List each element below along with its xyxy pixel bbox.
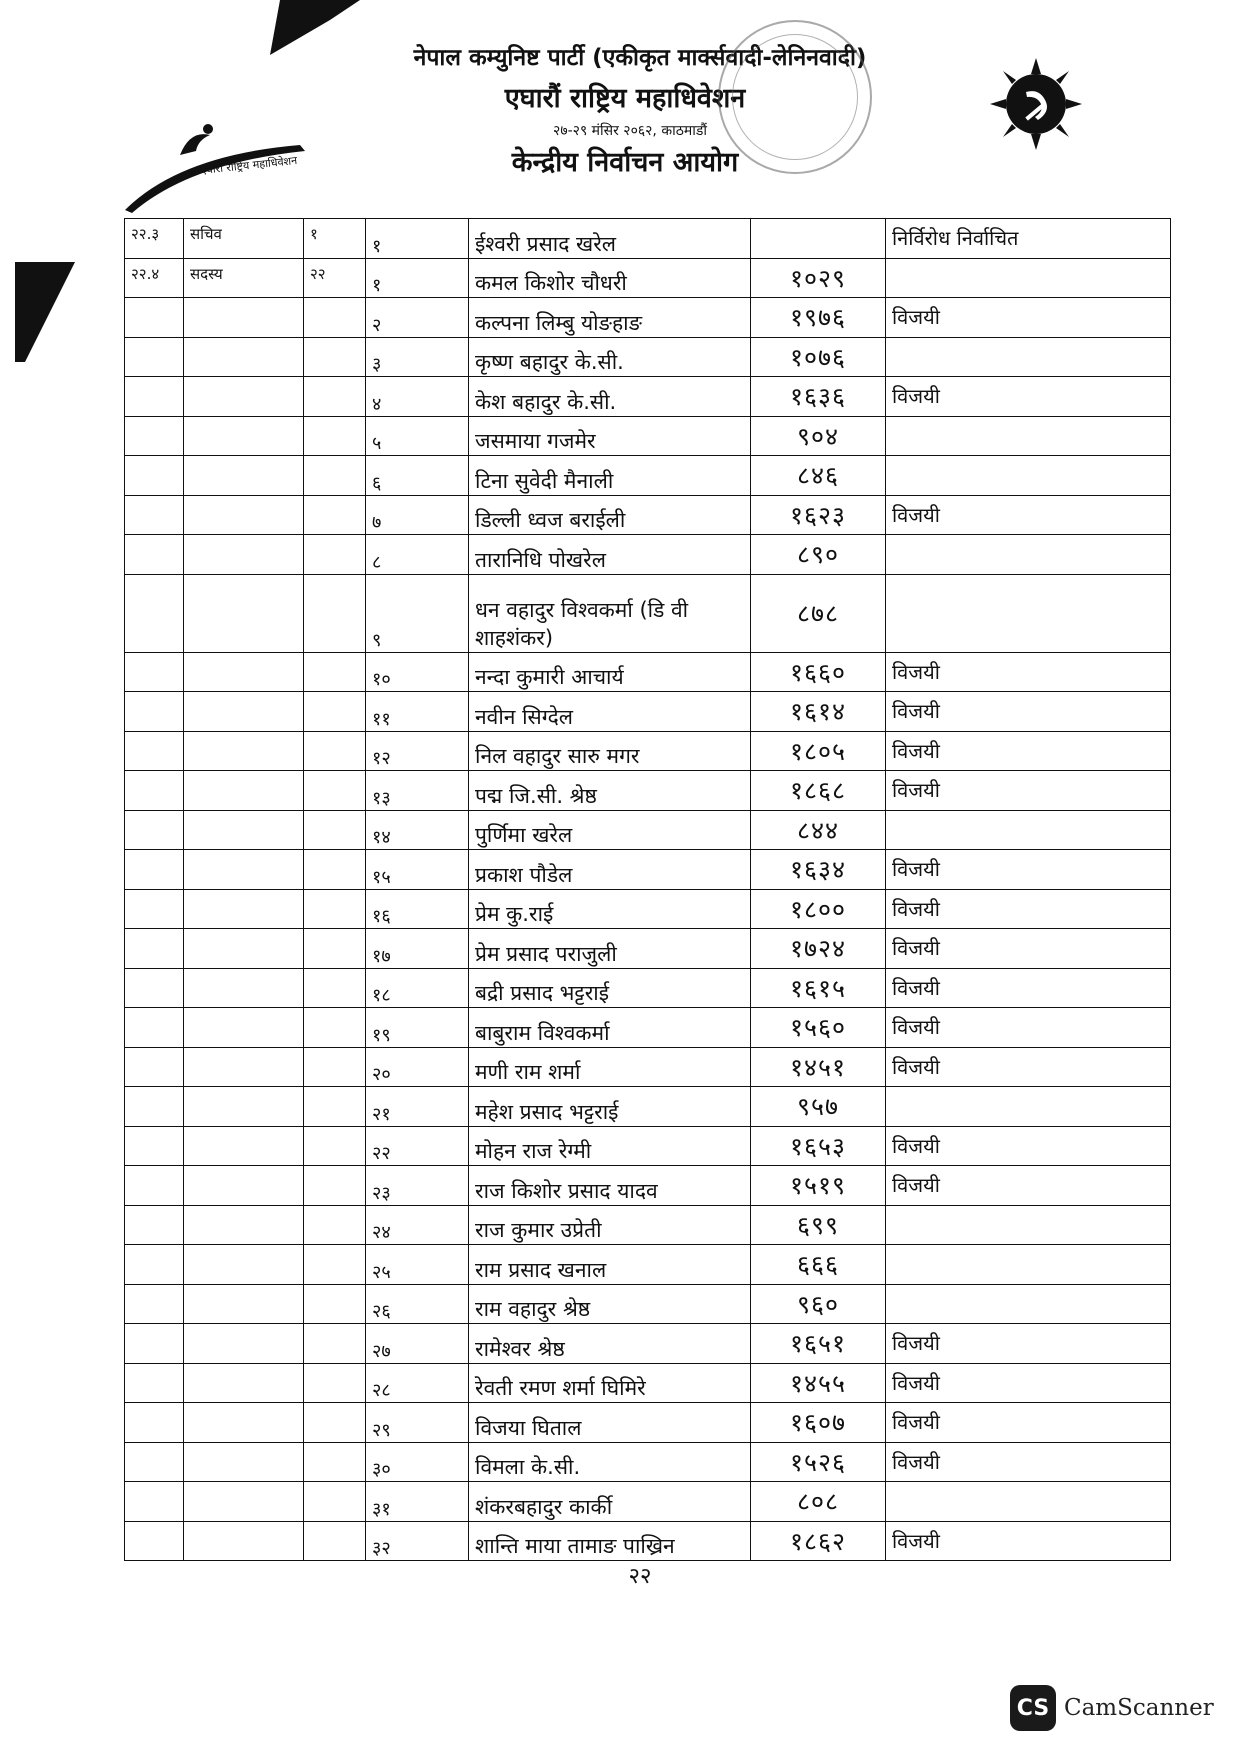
post-name [184, 1245, 304, 1285]
table-row [125, 1008, 1171, 1048]
vote-count: १८०५ [751, 731, 886, 771]
post-name [184, 1126, 304, 1166]
row-code [125, 535, 184, 575]
seat-count [304, 929, 366, 969]
seat-count [304, 850, 366, 890]
candidate-name: राज कुमार उप्रेती [469, 1205, 751, 1245]
row-code [125, 810, 184, 850]
row-code [125, 968, 184, 1008]
official-stamp [718, 20, 872, 174]
result-status: विजयी [886, 968, 1171, 1008]
result-status [886, 535, 1171, 575]
candidate-name: कमल किशोर चौधरी [469, 258, 751, 298]
table-row [125, 1245, 1171, 1285]
row-code [125, 416, 184, 456]
result-status [886, 1482, 1171, 1522]
candidate-name: राम वहादुर श्रेष्ठ [469, 1284, 751, 1324]
row-code [125, 574, 184, 652]
table-row [125, 1482, 1171, 1522]
serial-number: १९ [366, 1008, 469, 1048]
table-row [125, 535, 1171, 575]
candidate-name: बाबुराम विश्वकर्मा [469, 1008, 751, 1048]
table-row [125, 1521, 1171, 1561]
vote-count: ८०८ [751, 1482, 886, 1522]
row-code [125, 1403, 184, 1443]
table-row [125, 850, 1171, 890]
row-code [125, 1324, 184, 1364]
candidate-name: नवीन सिग्देल [469, 692, 751, 732]
election-results-table [124, 218, 1171, 1561]
page-number: २२ [628, 1564, 652, 1589]
post-name [184, 1403, 304, 1443]
vote-count: ८७८ [751, 574, 886, 652]
candidate-name: निल वहादुर सारु मगर [469, 731, 751, 771]
seat-count [304, 495, 366, 535]
post-name [184, 1363, 304, 1403]
result-status: विजयी [886, 652, 1171, 692]
vote-count: ६९९ [751, 1205, 886, 1245]
table-row [125, 1087, 1171, 1127]
serial-number: २५ [366, 1245, 469, 1285]
result-status [886, 1245, 1171, 1285]
row-code: २२.३ [125, 219, 184, 259]
row-code [125, 1087, 184, 1127]
table-row [125, 1403, 1171, 1443]
post-name [184, 574, 304, 652]
camscanner-watermark [1010, 1685, 1214, 1731]
serial-number: ९ [366, 574, 469, 652]
result-status: विजयी [886, 1403, 1171, 1443]
result-status: विजयी [886, 1363, 1171, 1403]
table-row [125, 692, 1171, 732]
vote-count: ६६६ [751, 1245, 886, 1285]
row-code [125, 456, 184, 496]
post-name [184, 1284, 304, 1324]
serial-number: १२ [366, 731, 469, 771]
table-row [125, 1205, 1171, 1245]
serial-number: २४ [366, 1205, 469, 1245]
candidate-name: ईश्वरी प्रसाद खरेल [469, 219, 751, 259]
seat-count [304, 1087, 366, 1127]
candidate-name: कल्पना लिम्बु योङहाङ [469, 298, 751, 338]
candidate-name: जसमाया गजमेर [469, 416, 751, 456]
candidate-name: रामेश्वर श्रेष्ठ [469, 1324, 751, 1364]
serial-number: १ [366, 258, 469, 298]
post-name [184, 416, 304, 456]
post-name [184, 1166, 304, 1206]
post-name [184, 1008, 304, 1048]
candidate-name: पुर्णिमा खरेल [469, 810, 751, 850]
seat-count: १ [304, 219, 366, 259]
seat-count [304, 1205, 366, 1245]
table-row [125, 1284, 1171, 1324]
seat-count [304, 652, 366, 692]
candidate-name: विमला के.सी. [469, 1442, 751, 1482]
commission-title: केन्द्रीय निर्वाचन आयोग [511, 147, 739, 178]
seat-count [304, 1284, 366, 1324]
seat-count [304, 1482, 366, 1522]
serial-number: १४ [366, 810, 469, 850]
row-code [125, 337, 184, 377]
post-name [184, 456, 304, 496]
candidate-name: रेवती रमण शर्मा घिमिरे [469, 1363, 751, 1403]
party-emblem-icon [990, 58, 1082, 150]
seat-count: २२ [304, 258, 366, 298]
serial-number: १० [366, 652, 469, 692]
row-code [125, 771, 184, 811]
table-row [125, 219, 1171, 259]
candidate-name: मोहन राज रेग्मी [469, 1126, 751, 1166]
table-row [125, 929, 1171, 969]
serial-number: २१ [366, 1087, 469, 1127]
result-status [886, 337, 1171, 377]
result-status: विजयी [886, 298, 1171, 338]
post-name [184, 1087, 304, 1127]
result-status: निर्विरोध निर्वाचित [886, 219, 1171, 259]
seat-count [304, 298, 366, 338]
post-name: सदस्य [184, 258, 304, 298]
result-status: विजयी [886, 731, 1171, 771]
result-status: विजयी [886, 850, 1171, 890]
candidate-name: पद्म जि.सी. श्रेष्ठ [469, 771, 751, 811]
row-code [125, 692, 184, 732]
serial-number: ७ [366, 495, 469, 535]
table-row [125, 456, 1171, 496]
row-code [125, 1482, 184, 1522]
table-row [125, 298, 1171, 338]
candidate-name: केश बहादुर के.सी. [469, 377, 751, 417]
camscanner-text: CamScanner [1064, 1695, 1214, 1721]
row-code [125, 1442, 184, 1482]
vote-count: १५६० [751, 1008, 886, 1048]
result-status: विजयी [886, 495, 1171, 535]
vote-count: १६१४ [751, 692, 886, 732]
post-name [184, 889, 304, 929]
vote-count: १६५३ [751, 1126, 886, 1166]
vote-count: १६३६ [751, 377, 886, 417]
post-name [184, 535, 304, 575]
table-row [125, 1442, 1171, 1482]
row-code [125, 1126, 184, 1166]
post-name [184, 810, 304, 850]
post-name [184, 1521, 304, 1561]
seat-count [304, 1521, 366, 1561]
serial-number: ६ [366, 456, 469, 496]
table-row [125, 1126, 1171, 1166]
post-name [184, 771, 304, 811]
seat-count [304, 1008, 366, 1048]
result-status: विजयी [886, 1324, 1171, 1364]
table-row [125, 1166, 1171, 1206]
serial-number: २६ [366, 1284, 469, 1324]
scan-edge-mark [15, 262, 75, 362]
row-code [125, 1047, 184, 1087]
seat-count [304, 810, 366, 850]
seat-count [304, 1403, 366, 1443]
vote-count: १५१९ [751, 1166, 886, 1206]
logo-caption: एघारौं राष्ट्रिय महाधिवेशन [199, 153, 298, 178]
post-name [184, 1324, 304, 1364]
candidate-name: राम प्रसाद खनाल [469, 1245, 751, 1285]
row-code [125, 1205, 184, 1245]
candidate-name: प्रकाश पौडेल [469, 850, 751, 890]
post-name [184, 850, 304, 890]
seat-count [304, 692, 366, 732]
serial-number: १ [366, 219, 469, 259]
seat-count [304, 1442, 366, 1482]
convention-title: एघारौं राष्ट्रिय महाधिवेशन [504, 83, 746, 114]
vote-count: १५२६ [751, 1442, 886, 1482]
vote-count: ९५७ [751, 1087, 886, 1127]
result-status: विजयी [886, 1047, 1171, 1087]
row-code [125, 495, 184, 535]
post-name [184, 652, 304, 692]
row-code [125, 850, 184, 890]
table-row [125, 810, 1171, 850]
row-code [125, 731, 184, 771]
post-name [184, 337, 304, 377]
post-name [184, 377, 304, 417]
post-name [184, 968, 304, 1008]
vote-count: ८४४ [751, 810, 886, 850]
vote-count: १६३४ [751, 850, 886, 890]
seat-count [304, 889, 366, 929]
seat-count [304, 1166, 366, 1206]
serial-number: १७ [366, 929, 469, 969]
candidate-name: राज किशोर प्रसाद यादव [469, 1166, 751, 1206]
row-code [125, 1363, 184, 1403]
vote-count: १४५५ [751, 1363, 886, 1403]
seat-count [304, 968, 366, 1008]
row-code [125, 1521, 184, 1561]
seat-count [304, 456, 366, 496]
result-status [886, 1087, 1171, 1127]
date-place: २७-२९ मंसिर २०६२, काठमाडौं [553, 123, 707, 139]
candidate-name: तारानिधि पोखरेल [469, 535, 751, 575]
serial-number: ४ [366, 377, 469, 417]
result-status: विजयी [886, 1521, 1171, 1561]
seat-count [304, 1363, 366, 1403]
serial-number: २८ [366, 1363, 469, 1403]
row-code [125, 1008, 184, 1048]
post-name [184, 731, 304, 771]
seat-count [304, 1047, 366, 1087]
row-code [125, 1245, 184, 1285]
vote-count [751, 219, 886, 259]
result-status [886, 1205, 1171, 1245]
candidate-name: प्रेम प्रसाद पराजुली [469, 929, 751, 969]
serial-number: २३ [366, 1166, 469, 1206]
serial-number: ३१ [366, 1482, 469, 1522]
post-name [184, 1047, 304, 1087]
serial-number: १८ [366, 968, 469, 1008]
result-status [886, 416, 1171, 456]
serial-number: २ [366, 298, 469, 338]
candidate-name: शान्ति माया तामाङ पाख्रिन [469, 1521, 751, 1561]
table-row [125, 731, 1171, 771]
seat-count [304, 731, 366, 771]
candidate-name: महेश प्रसाद भट्टराई [469, 1087, 751, 1127]
vote-count: १६०७ [751, 1403, 886, 1443]
seat-count [304, 771, 366, 811]
seat-count [304, 535, 366, 575]
result-status: विजयी [886, 1126, 1171, 1166]
serial-number: ३२ [366, 1521, 469, 1561]
seat-count [304, 377, 366, 417]
post-name [184, 298, 304, 338]
result-status [886, 810, 1171, 850]
candidate-name: शंकरबहादुर कार्की [469, 1482, 751, 1522]
vote-count: १८६८ [751, 771, 886, 811]
table-row [125, 1363, 1171, 1403]
vote-count: १०७६ [751, 337, 886, 377]
result-status: विजयी [886, 692, 1171, 732]
table-row [125, 652, 1171, 692]
row-code [125, 652, 184, 692]
candidate-name: डिल्ली ध्वज बराईली [469, 495, 751, 535]
table-row [125, 1324, 1171, 1364]
row-code [125, 377, 184, 417]
row-code [125, 929, 184, 969]
result-status [886, 456, 1171, 496]
seat-count [304, 1324, 366, 1364]
result-status: विजयी [886, 1442, 1171, 1482]
seat-count [304, 337, 366, 377]
table-row [125, 889, 1171, 929]
serial-number: ८ [366, 535, 469, 575]
serial-number: २२ [366, 1126, 469, 1166]
serial-number: ३० [366, 1442, 469, 1482]
result-status [886, 258, 1171, 298]
vote-count: १७२४ [751, 929, 886, 969]
serial-number: २० [366, 1047, 469, 1087]
row-code [125, 298, 184, 338]
post-name [184, 929, 304, 969]
result-status: विजयी [886, 377, 1171, 417]
table-row [125, 968, 1171, 1008]
table-row [125, 258, 1171, 298]
row-code [125, 1284, 184, 1324]
row-code: २२.४ [125, 258, 184, 298]
post-name [184, 495, 304, 535]
post-name [184, 1205, 304, 1245]
serial-number: २९ [366, 1403, 469, 1443]
seat-count [304, 574, 366, 652]
table-row [125, 337, 1171, 377]
candidate-name: धन वहादुर विश्वकर्मा (डि वी शाहशंकर) [469, 574, 751, 652]
seat-count [304, 416, 366, 456]
vote-count: १६५१ [751, 1324, 886, 1364]
serial-number: २७ [366, 1324, 469, 1364]
candidate-name: बद्री प्रसाद भट्टराई [469, 968, 751, 1008]
vote-count: ८९० [751, 535, 886, 575]
row-code [125, 1166, 184, 1206]
vote-count: १८६२ [751, 1521, 886, 1561]
result-status: विजयी [886, 1166, 1171, 1206]
candidate-name: टिना सुवेदी मैनाली [469, 456, 751, 496]
seat-count [304, 1126, 366, 1166]
post-name [184, 692, 304, 732]
vote-count: १६१५ [751, 968, 886, 1008]
serial-number: ५ [366, 416, 469, 456]
candidate-name: प्रेम कु.राई [469, 889, 751, 929]
vote-count: ९०४ [751, 416, 886, 456]
candidate-name: नन्दा कुमारी आचार्य [469, 652, 751, 692]
vote-count: १६६० [751, 652, 886, 692]
candidate-name: मणी राम शर्मा [469, 1047, 751, 1087]
candidate-name: विजया घिताल [469, 1403, 751, 1443]
vote-count: ९६० [751, 1284, 886, 1324]
result-status: विजयी [886, 929, 1171, 969]
table-row [125, 771, 1171, 811]
result-status: विजयी [886, 1008, 1171, 1048]
serial-number: ३ [366, 337, 469, 377]
result-status: विजयी [886, 889, 1171, 929]
camscanner-logo-icon: CS [1010, 1685, 1056, 1731]
post-name: सचिव [184, 219, 304, 259]
row-code [125, 889, 184, 929]
serial-number: १३ [366, 771, 469, 811]
result-status [886, 1284, 1171, 1324]
vote-count: १९७६ [751, 298, 886, 338]
table-row [125, 377, 1171, 417]
vote-count: ८४६ [751, 456, 886, 496]
table-row [125, 1047, 1171, 1087]
serial-number: १५ [366, 850, 469, 890]
party-name: नेपाल कम्युनिष्ट पार्टी (एकीकृत मार्क्सवादी-लेनिनवादी) [413, 45, 867, 71]
vote-count: १४५१ [751, 1047, 886, 1087]
vote-count: १०२९ [751, 258, 886, 298]
vote-count: १६२३ [751, 495, 886, 535]
serial-number: ११ [366, 692, 469, 732]
result-status [886, 574, 1171, 652]
vote-count: १८०० [751, 889, 886, 929]
table-row [125, 416, 1171, 456]
table-row [125, 574, 1171, 652]
seat-count [304, 1245, 366, 1285]
post-name [184, 1442, 304, 1482]
post-name [184, 1482, 304, 1522]
serial-number: १६ [366, 889, 469, 929]
table-row [125, 495, 1171, 535]
candidate-name: कृष्ण बहादुर के.सी. [469, 337, 751, 377]
result-status: विजयी [886, 771, 1171, 811]
